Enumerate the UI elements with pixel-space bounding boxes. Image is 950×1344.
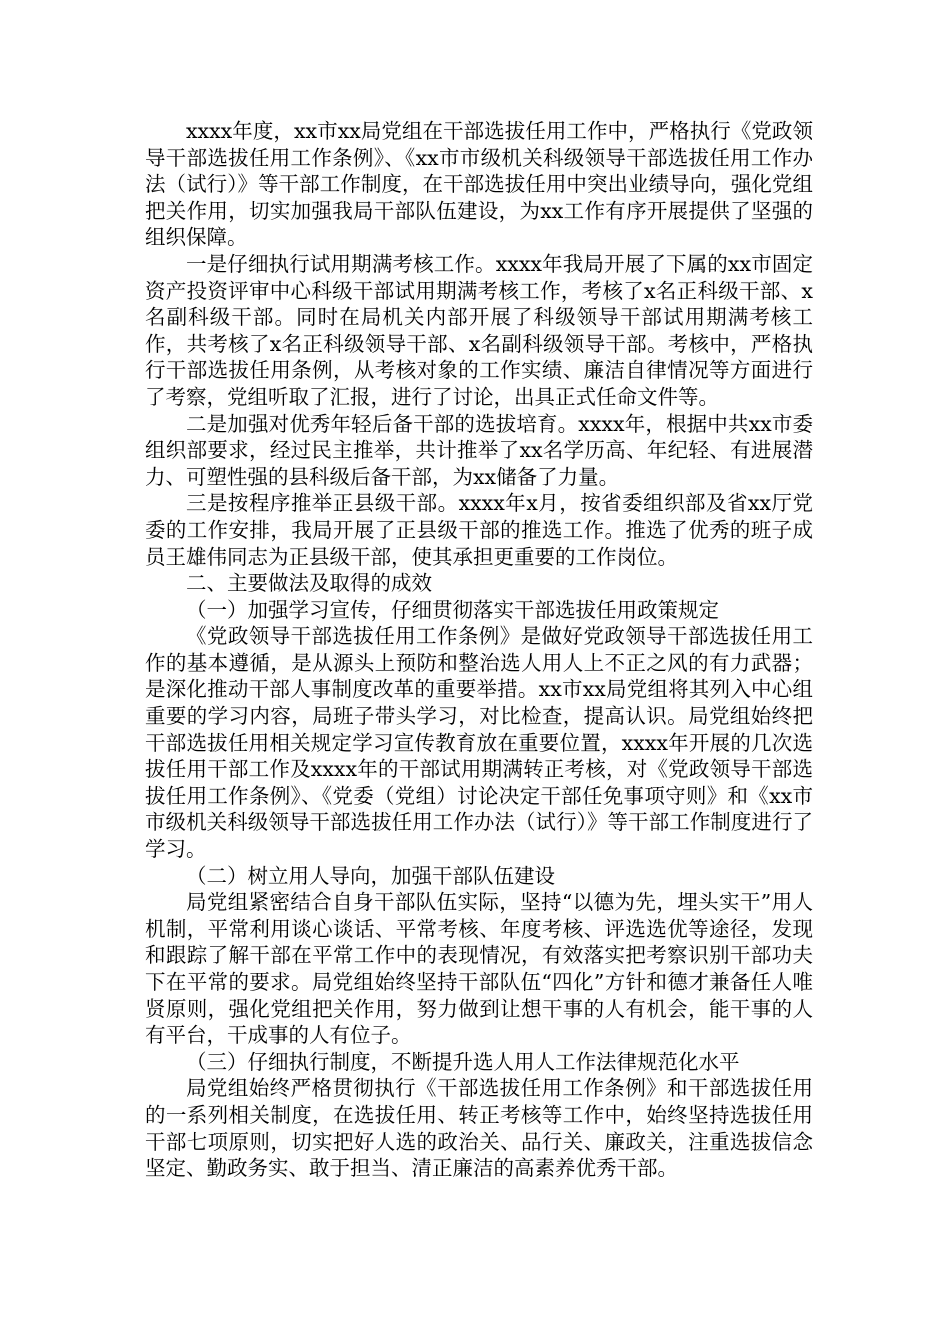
paragraph-county-level-nomination: 三是按程序推举正县级干部。xxxx年x月，按省委组织部及省xx厅党委的工作安排，我局开展了正县级干部的推选工作。推选了优秀的班子成员王雄伟同志为正县级干部，使其承担更重要的工作岗位。 xyxy=(145,491,813,569)
paragraph-reserve-cadres: 二是加强对优秀年轻后备干部的选拔培育。xxxx年，根据中共xx市委组织部要求，经过民主推举，共计推举了xx名学历高、年纪轻、有进展潜力、可塑性强的县科级后备干部，为xx储备了力量。 xyxy=(145,411,813,489)
paragraph-execute-system: 局党组始终严格贯彻执行《干部选拔任用工作条例》和干部选拔任用的一系列相关制度，在选拔任用、转正考核等工作中，始终坚持选拔任用干部七项原则，切实把好人选的政治关、品行关、廉政关，注重选拔信念坚定、勤政务实、敢于担当、清正廉洁的高素养优秀干部。 xyxy=(145,1076,813,1181)
document-body xyxy=(145,118,813,1182)
section-heading-main-practices: 二、主要做法及取得的成效 xyxy=(186,571,432,596)
subheading-study-publicity: （一）加强学习宣传，仔细贯彻落实干部选拔任用政策规定 xyxy=(186,597,719,622)
paragraph-study-publicity: 《党政领导干部选拔任用工作条例》是做好党政领导干部选拔任用工作的基本遵循，是从源头上预防和整治选人用人上不正之风的有力武器；是深化推动干部人事制度改革的重要举措。xx市xx局党组将其列入中心组重要的学习内容，局班子带头学习，对比检查，提高认识。局党组始终把干部选拔任用相关规定学习宣传教育放在重要位置，xxxx年开展的几次选拔任用干部工作及xxxx年的干部试用期满转正考核，对《党政领导干部选拔任用工作条例》、《党委（党组）讨论决定干部任免事项守则》和《xx市市级机关科级领导干部选拔任用工作办法（试行）》等干部工作制度进行了学习。 xyxy=(145,624,813,862)
paragraph-intro: xxxx年度，xx市xx局党组在干部选拔任用工作中，严格执行《党政领导干部选拔任用工作条例》、《xx市市级机关科级领导干部选拔任用工作办法（试行）》等干部工作制度，在干部选拔任用中突出业绩导向，强化党组把关作用，切实加强我局干部队伍建设，为xx工作有序开展提供了坚强的组织保障。 xyxy=(145,119,813,250)
paragraph-probation-review: 一是仔细执行试用期满考核工作。xxxx年我局开展了下属的xx市固定资产投资评审中心科级干部试用期满考核工作，考核了x名正科级干部、x名副科级干部。同时在局机关内部开展了科级领导干部试用期满考核工作，共考核了x名正科级领导干部、x名副科级领导干部。考核中，严格执行干部选拔任用条例，从考核对象的工作实绩、廉洁自律情况等方面进行了考察，党组听取了汇报，进行了讨论，出具正式任命文件等。 xyxy=(145,251,813,409)
subheading-execute-system: （三）仔细执行制度，不断提升选人用人工作法律规范化水平 xyxy=(186,1049,740,1074)
subheading-employment-orientation: （二）树立用人导向，加强干部队伍建设 xyxy=(186,863,555,888)
paragraph-employment-orientation: 局党组紧密结合自身干部队伍实际，坚持“以德为先，埋头实干”用人机制，平常利用谈心谈话、平常考核、年度考核、评选选优等途径，发现和跟踪了解干部在平常工作中的表现情况，有效落实把考察识别干部功夫下在平常的要求。局党组始终坚持干部队伍“四化”方针和德才兼备任人唯贤原则，强化党组把关作用，努力做到让想干事的人有机会，能干事的人有平台，干成事的人有位子。 xyxy=(145,890,813,1048)
